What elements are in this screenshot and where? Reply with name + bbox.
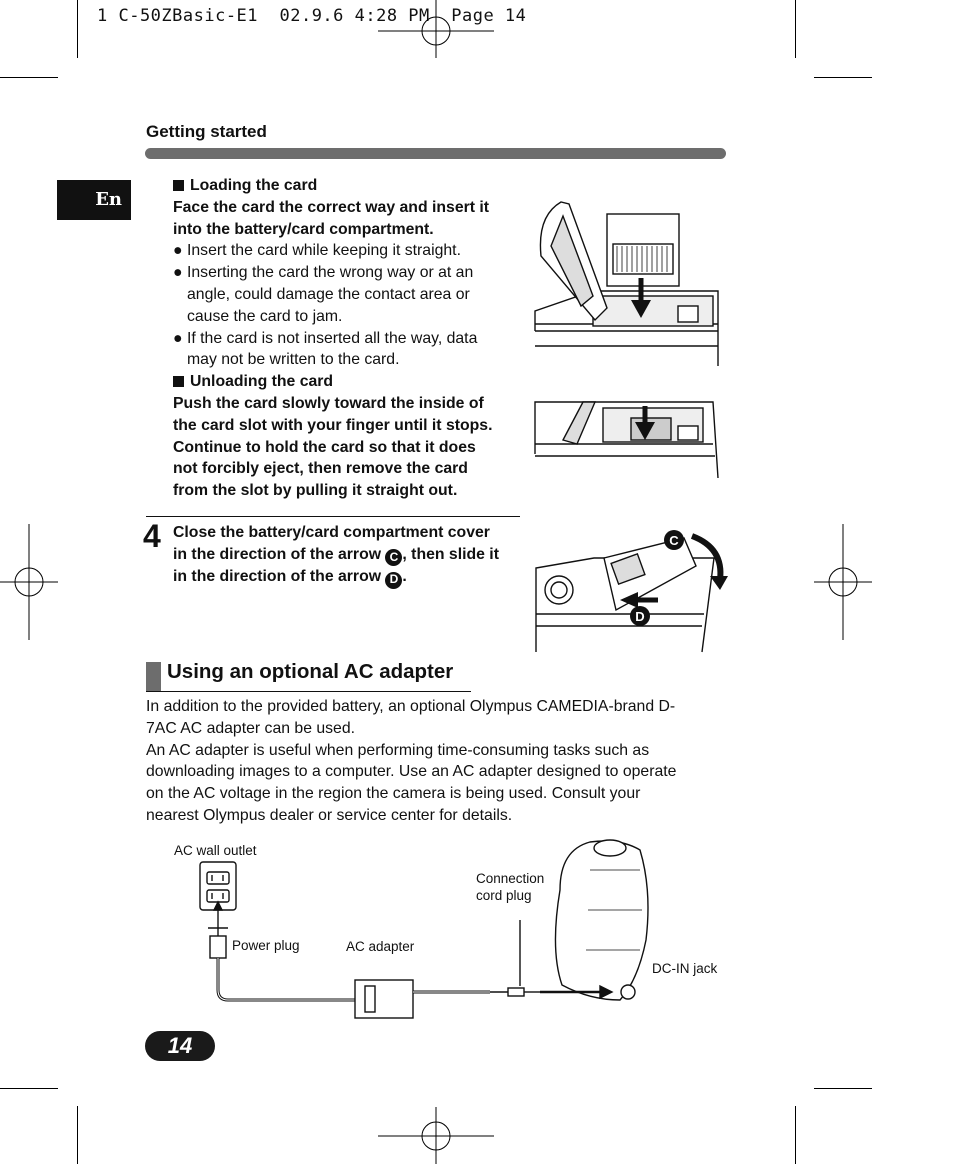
- marker-d: D: [385, 572, 402, 589]
- heading-underline: [146, 691, 471, 692]
- card-unload-illustration: [533, 396, 723, 480]
- heading-accent-bar: [146, 662, 161, 692]
- language-tab: En: [57, 180, 131, 220]
- ac-section-title: Using an optional AC adapter: [167, 660, 454, 683]
- loading-bullet: ● If the card is not inserted all the way, data may not be written to the card.: [173, 329, 478, 369]
- marker-c-label: C: [669, 533, 679, 548]
- step4-text: Close the battery/card compartment cover in the direction of the arrow C , then slide it in the direction of the arrow D .: [173, 522, 533, 589]
- dc-in-jack-label: DC-IN jack: [652, 961, 718, 976]
- section-title: Getting started: [146, 122, 267, 141]
- loading-instruction: Face the card the correct way and insert it into the battery/card compartment.: [173, 198, 490, 238]
- ac-paragraph: In addition to the provided battery, an optional Olympus CAMEDIA-brand D- 7AC AC adapter can be used. An AC adapter is useful when performing time-consuming tasks such as downloading images to a computer. Use an AC adapter designed to operate on the AC voltage in the region the camera is being used. Consult your nearest Olympus dealer or service center for details.: [146, 698, 677, 824]
- unloading-instruction: Push the card slowly toward the inside of the card slot with your finger until it stops. Continue to hold the card so that it does not forcibly eject, then remove the card from the slot by pulling it straight out.: [173, 394, 493, 500]
- unloading-heading: Unloading the card: [173, 371, 523, 393]
- marker-d-label: D: [635, 609, 645, 624]
- cover-close-illustration: [534, 518, 729, 654]
- loading-bullet: ● Insert the card while keeping it straight.: [173, 242, 461, 260]
- page-number: 14: [145, 1031, 215, 1061]
- marker-c: C: [385, 549, 402, 566]
- ac-adapter-label: AC adapter: [346, 939, 415, 954]
- connection-cord-plug-label: Connection cord plug: [476, 871, 545, 903]
- wall-outlet-label: AC wall outlet: [174, 843, 257, 858]
- section-divider-bar: [145, 148, 726, 159]
- ac-adapter-diagram: [190, 830, 670, 1030]
- card-insert-illustration: [533, 196, 723, 368]
- step-number: 4: [143, 518, 161, 554]
- step-divider: [146, 516, 520, 517]
- loading-section: [173, 175, 523, 502]
- print-header: 1 C-50ZBasic-E1 02.9.6 4:28 PM Page 14: [97, 6, 527, 26]
- loading-bullet: ● Inserting the card the wrong way or at an angle, could damage the contact area or cause the card to jam.: [173, 264, 474, 325]
- loading-heading: Loading the card: [173, 175, 523, 197]
- power-plug-label: Power plug: [232, 938, 300, 953]
